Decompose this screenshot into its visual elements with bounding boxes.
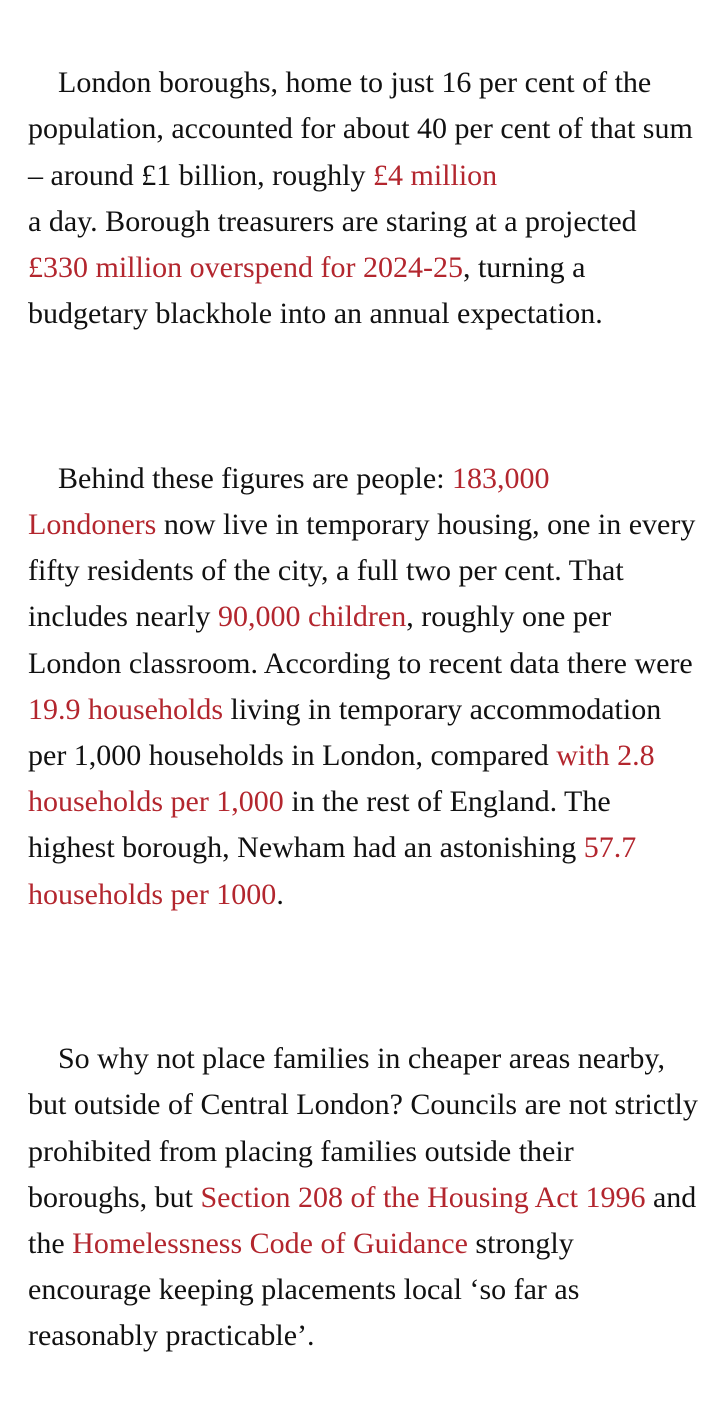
link-homelessness-code[interactable]: Homelessness Code of Guidance [72, 1227, 468, 1261]
link-330-million-overspend[interactable]: £330 million overspend for 2024-25 [28, 251, 463, 285]
text-segment: now live in temporary housing, one in every fifty residents of the city, a full two per cent. That includes nearly [28, 508, 703, 634]
paragraph-placement [28, 990, 706, 1406]
link-4-million[interactable]: £4 million [372, 158, 498, 192]
paragraph-spending [28, 14, 700, 384]
text-segment: , turning a budgetary blackhole into an annual expectation. [28, 251, 603, 331]
link-2-8-households[interactable]: with 2.8 households per 1,000 [28, 739, 663, 819]
text-segment: Behind these figures are people: [58, 461, 453, 495]
text-segment: , roughly one per London classroom. According to recent data there were [28, 600, 701, 680]
paragraph-people [28, 410, 703, 964]
article-body [28, 14, 706, 1406]
text-segment: in the rest of England. The highest borough, Newham had an astonishing [28, 785, 619, 865]
text-segment: a day. Borough treasurers are staring at a projected [28, 204, 637, 238]
link-183000-londoners[interactable]: 183,000 Londoners [28, 461, 550, 542]
text-segment: and the [28, 1180, 704, 1261]
text-segment: So why not place families in cheaper areas nearby, but outside of Central London? Councils are not strictly prohibited from placing families outside their boroughs, but [28, 1042, 706, 1214]
link-19-9-households[interactable]: 19.9 households [28, 692, 223, 726]
link-90000-children[interactable]: 90,000 children [217, 600, 407, 634]
text-segment: living in temporary accommodation per 1,000 households in London, compared [28, 692, 669, 773]
link-57-7-households[interactable]: 57.7 households per 1000 [28, 831, 644, 911]
link-section-208[interactable]: Section 208 of the Housing Act 1996 [200, 1180, 646, 1214]
text-segment: . [276, 877, 284, 911]
text-segment: London boroughs, home to just 16 per cent of the population, accounted for about 40 per cent of that sum – around £1 billion, roughly [28, 66, 701, 192]
text-segment: strongly encourage keeping placements local ‘so far as reasonably practicable’. [28, 1227, 587, 1353]
